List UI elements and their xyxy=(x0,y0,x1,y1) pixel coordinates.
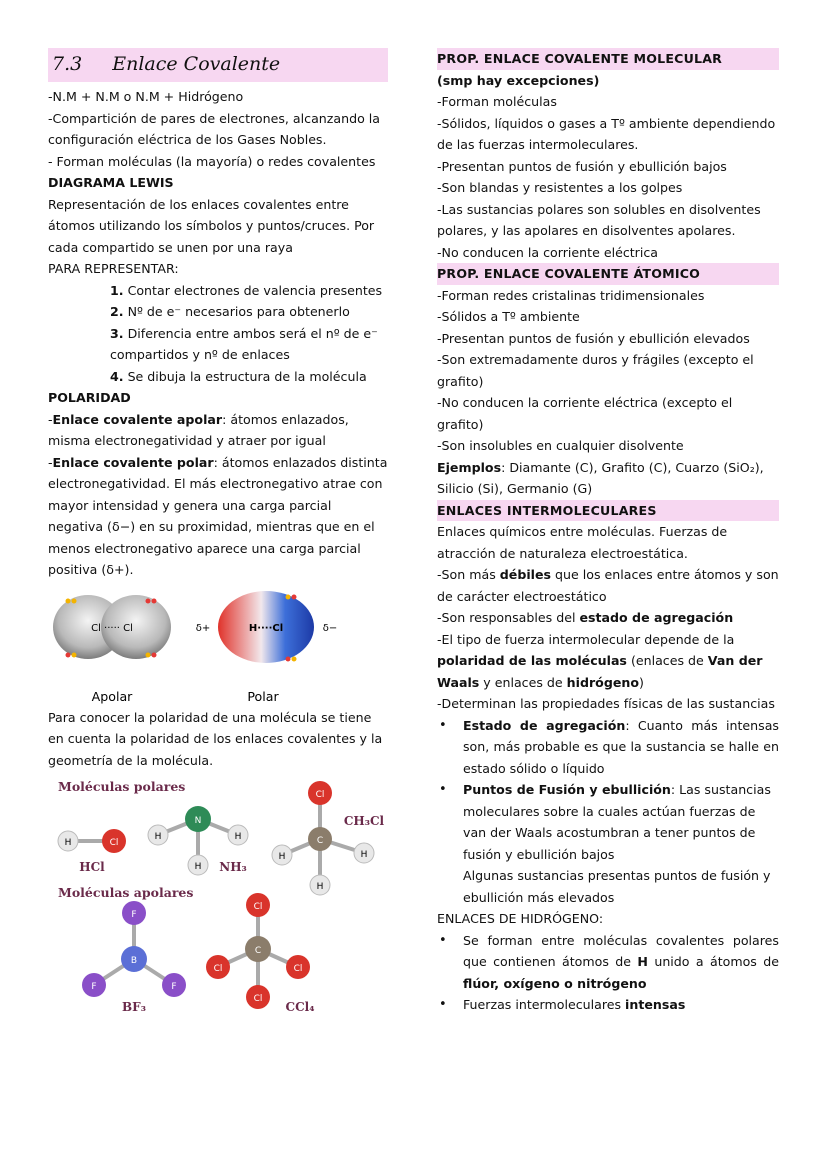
text-line: - Forman moléculas (la mayoría) o redes covalentes xyxy=(48,153,376,169)
determinan-line: -Determinan las propiedades físicas de las sustancias xyxy=(437,696,775,711)
list-item: -No conducen la corriente eléctrica (excepto el grafito) xyxy=(437,395,733,432)
svg-text:Cl: Cl xyxy=(213,964,223,974)
text-line: -N.M + N.M o N.M + Hidrógeno xyxy=(48,89,244,104)
svg-text:C: C xyxy=(316,836,324,846)
label-bf3: BF₃ xyxy=(122,1000,146,1014)
svg-text:Cl: Cl xyxy=(109,838,119,848)
section-title xyxy=(48,48,388,82)
apolar-def: -Enlace covalente apolar: átomos enlazados, misma electronegatividad y atraer por igual xyxy=(48,411,349,448)
list-item: • Puntos de Fusión y ebullición: Las sustancias moleculares sobre la cuales actúan fuerzas de van der Waals acostumbran a tener puntos de fusión y ebullición bajos Algunas sustancias presentas puntos de fusión y ebullición más elevados xyxy=(461,779,779,908)
list-item: -Forman moléculas xyxy=(437,94,557,109)
lewis-text: Representación de los enlaces covalentes entre átomos utilizando los símbolos y puntos/cruces. Por cada compartido se unen por una raya xyxy=(48,196,375,255)
list-item: -Presentan puntos de fusión y ebullición elevados xyxy=(437,330,750,346)
svg-text:H: H xyxy=(194,862,202,872)
ejemplos: Ejemplos: Diamante (C), Grafito (C), Cuarzo (SiO₂), Silicio (Si), Germanio (G) xyxy=(437,459,764,496)
nh3-molecule xyxy=(148,806,248,875)
label-hcl: HCl xyxy=(79,860,105,874)
right-column xyxy=(437,48,779,1016)
list-item: -Presentan puntos de fusión y ebullición bajos xyxy=(437,158,727,174)
debiles-line: -Son más débiles que los enlaces entre átomos y son de carácter electroestático xyxy=(437,567,779,604)
label-apolares: Moléculas apolares xyxy=(58,885,194,900)
svg-text:F: F xyxy=(91,982,97,992)
ch3cl-molecule xyxy=(272,781,385,895)
polar-def: -Enlace covalente polar: átomos enlazados distinta electronegatividad. El más electronegativo atrae con mayor intensidad y genera una carga parcial negativa (δ−) en su proximidad, mientras que en el menos electronegativo aparece una carga parcial positiva (δ+). xyxy=(48,454,388,577)
left-column xyxy=(48,48,388,1023)
prop-molecular-header: PROP. ENLACE COVALENTE MOLECULAR xyxy=(437,48,779,70)
svg-text:H: H xyxy=(154,832,162,842)
svg-text:F: F xyxy=(171,982,177,992)
conocer-text: Para conocer la polaridad de una molécula se tiene en cuenta la polaridad de los enlaces covalentes y la geometría de la molécula. xyxy=(48,709,383,768)
fig-cl-cl: Cl ····· Cl xyxy=(91,622,133,634)
steps-list xyxy=(48,280,388,388)
tipo-line: -El tipo de fuerza intermolecular depende de la polaridad de las moléculas (enlaces de Van der Waals y enlaces de hidrógeno) xyxy=(437,631,763,690)
svg-text:H: H xyxy=(234,832,242,842)
list-item: -Forman redes cristalinas tridimensionales xyxy=(437,287,705,303)
svg-text:C: C xyxy=(254,946,262,956)
list-item: -No conducen la corriente eléctrica xyxy=(437,244,658,260)
polar-molecule xyxy=(218,591,314,663)
fig-h-cl: H····Cl xyxy=(248,622,284,634)
apolar-molecule xyxy=(53,595,171,659)
list-item: -Las sustancias polares son solubles en disolventes polares, y las apolares en disolventes apolares. xyxy=(437,201,761,238)
bf3-molecule xyxy=(82,901,186,1014)
list-item: 2. Nº de e⁻ necesarios para obtenerlo xyxy=(110,304,350,319)
svg-text:H: H xyxy=(64,838,72,848)
list-item: • Fuerzas intermoleculares intensas xyxy=(461,994,779,1016)
svg-text:Cl: Cl xyxy=(293,964,303,974)
svg-text:H: H xyxy=(316,882,324,892)
smp-note: (smp hay excepciones) xyxy=(437,72,600,88)
polaridad-header: POLARIDAD xyxy=(48,390,131,405)
list-item: 3. Diferencia entre ambos será el nº de e⁻ compartidos y nº de enlaces xyxy=(110,325,378,362)
list-item: • Estado de agregación: Cuanto más intensas son, más probable es que la sustancia se halle en estado sólido o líquido xyxy=(461,715,779,780)
svg-text:N: N xyxy=(194,816,202,826)
svg-text:B: B xyxy=(130,956,138,966)
ccl4-molecule xyxy=(206,893,314,1014)
svg-text:H: H xyxy=(360,850,368,860)
delta-plus: δ+ xyxy=(195,622,211,634)
section-number: 7.3 xyxy=(52,53,83,76)
delta-minus: δ− xyxy=(322,622,338,634)
list-item: -Son extremadamente duros y frágiles (excepto el grafito) xyxy=(437,352,754,389)
list-item: -Sólidos a Tº ambiente xyxy=(437,309,580,324)
propiedades-list xyxy=(437,715,779,909)
list-item: -Sólidos, líquidos o gases a Tº ambiente dependiendo de las fuerzas intermoleculares. xyxy=(437,115,776,152)
prop-atomico-header: PROP. ENLACE COVALENTE ÁTOMICO xyxy=(437,263,779,285)
hidrogeno-list xyxy=(437,930,779,1016)
lewis-header: DIAGRAMA LEWIS xyxy=(48,175,174,190)
label-apolar: Apolar xyxy=(91,688,133,704)
inter-text: Enlaces químicos entre moléculas. Fuerzas de atracción de naturaleza electroestática. xyxy=(437,524,728,561)
list-item: -Son insolubles en cualquier disolvente xyxy=(437,438,684,453)
list-item: 4. Se dibuja la estructura de la molécula xyxy=(110,368,367,384)
para-representar: PARA REPRESENTAR: xyxy=(48,261,179,276)
svg-text:F: F xyxy=(131,910,137,920)
svg-text:H: H xyxy=(278,852,286,862)
label-ccl4: CCl₄ xyxy=(285,1000,315,1014)
label-polares: Moléculas polares xyxy=(58,779,186,794)
label-nh3: NH₃ xyxy=(219,860,247,874)
responsables-line: -Son responsables del estado de agregación xyxy=(437,610,734,625)
text-line: -Compartición de pares de electrones, alcanzando la configuración eléctrica de los Gases Nobles. xyxy=(48,110,380,147)
list-item: -Son blandas y resistentes a los golpes xyxy=(437,180,683,195)
section-title-text: Enlace Covalente xyxy=(112,53,281,76)
list-item: 1. Contar electrones de valencia presentes xyxy=(110,282,383,298)
polarity-figure xyxy=(48,587,388,707)
hidrogeno-header: ENLACES DE HIDRÓGENO: xyxy=(437,911,604,926)
svg-text:Cl: Cl xyxy=(253,902,263,912)
hcl-molecule xyxy=(58,829,126,874)
molecules-figure xyxy=(48,773,388,1023)
svg-text:Cl: Cl xyxy=(253,994,263,1004)
svg-text:Cl: Cl xyxy=(315,790,325,800)
list-item: • Se forman entre moléculas covalentes polares que contienen átomos de H unido a átomos de flúor, oxígeno o nitrógeno xyxy=(461,930,779,995)
label-ch3cl: CH₃Cl xyxy=(343,814,385,828)
label-polar: Polar xyxy=(247,688,279,704)
intermoleculares-header: ENLACES INTERMOLECULARES xyxy=(437,500,779,522)
